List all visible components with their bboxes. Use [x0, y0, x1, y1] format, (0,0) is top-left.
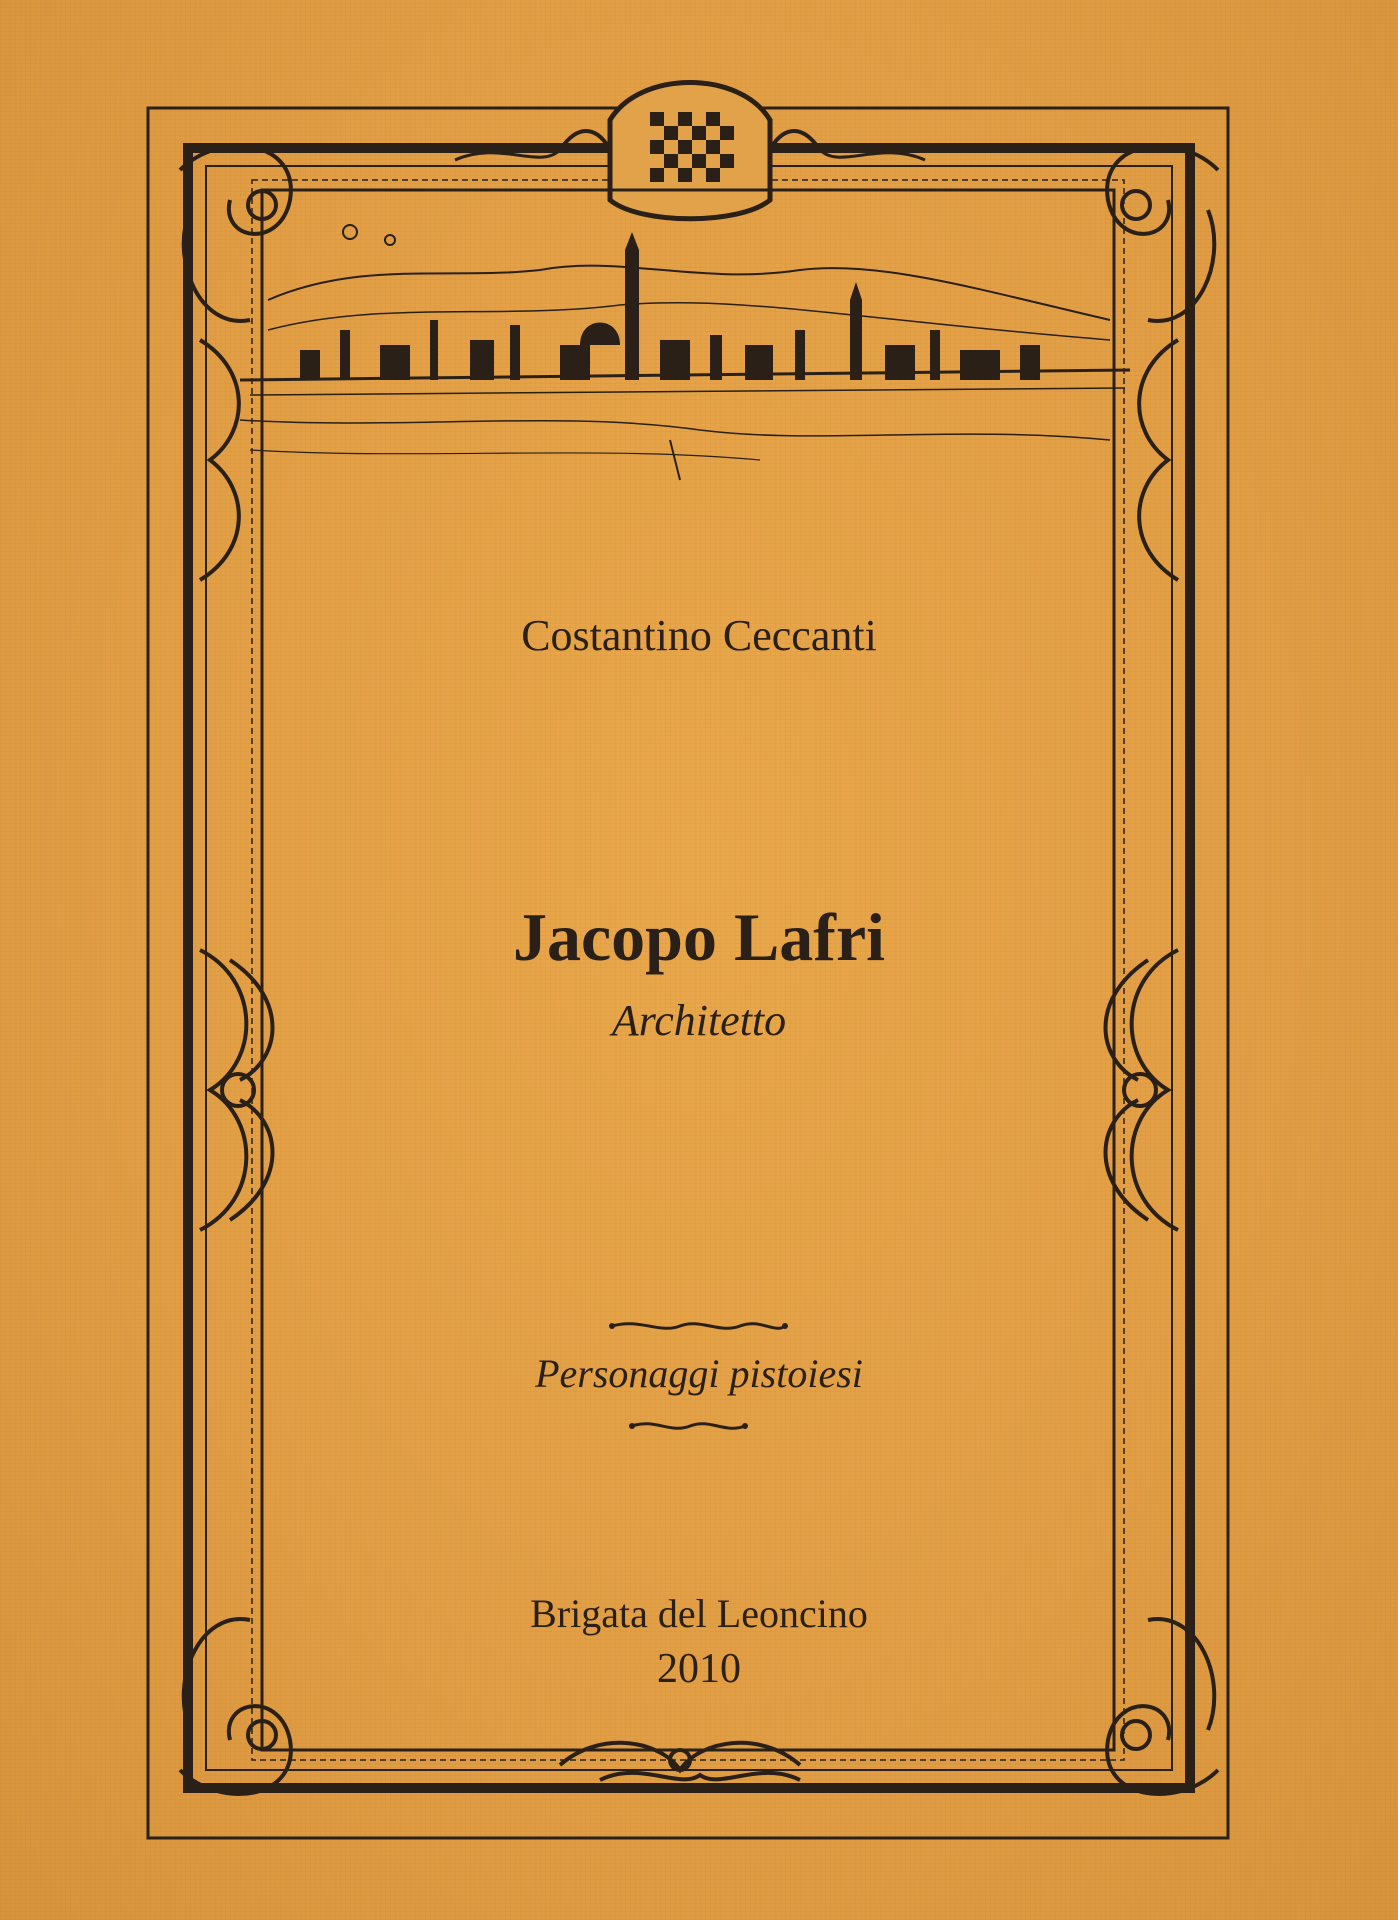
series-name: Personaggi pistoiesi	[535, 1351, 863, 1396]
publication-year: 2010	[657, 1646, 741, 1692]
publisher-name: Brigata del Leoncino	[530, 1591, 868, 1636]
book-subtitle: Architetto	[611, 996, 787, 1045]
book-title: Jacopo Lafri	[512, 899, 886, 975]
divider-ornament-top-icon	[0, 1316, 1398, 1336]
bottom-center-ornament	[560, 1743, 800, 1780]
divider-ornament-bottom-icon	[0, 1416, 1398, 1436]
corner-ornament-top-left	[180, 146, 291, 321]
city-skyline-engraving-icon	[240, 225, 1130, 480]
author-name: Costantino Ceccanti	[521, 611, 877, 660]
side-ornament-right	[1106, 340, 1179, 1230]
